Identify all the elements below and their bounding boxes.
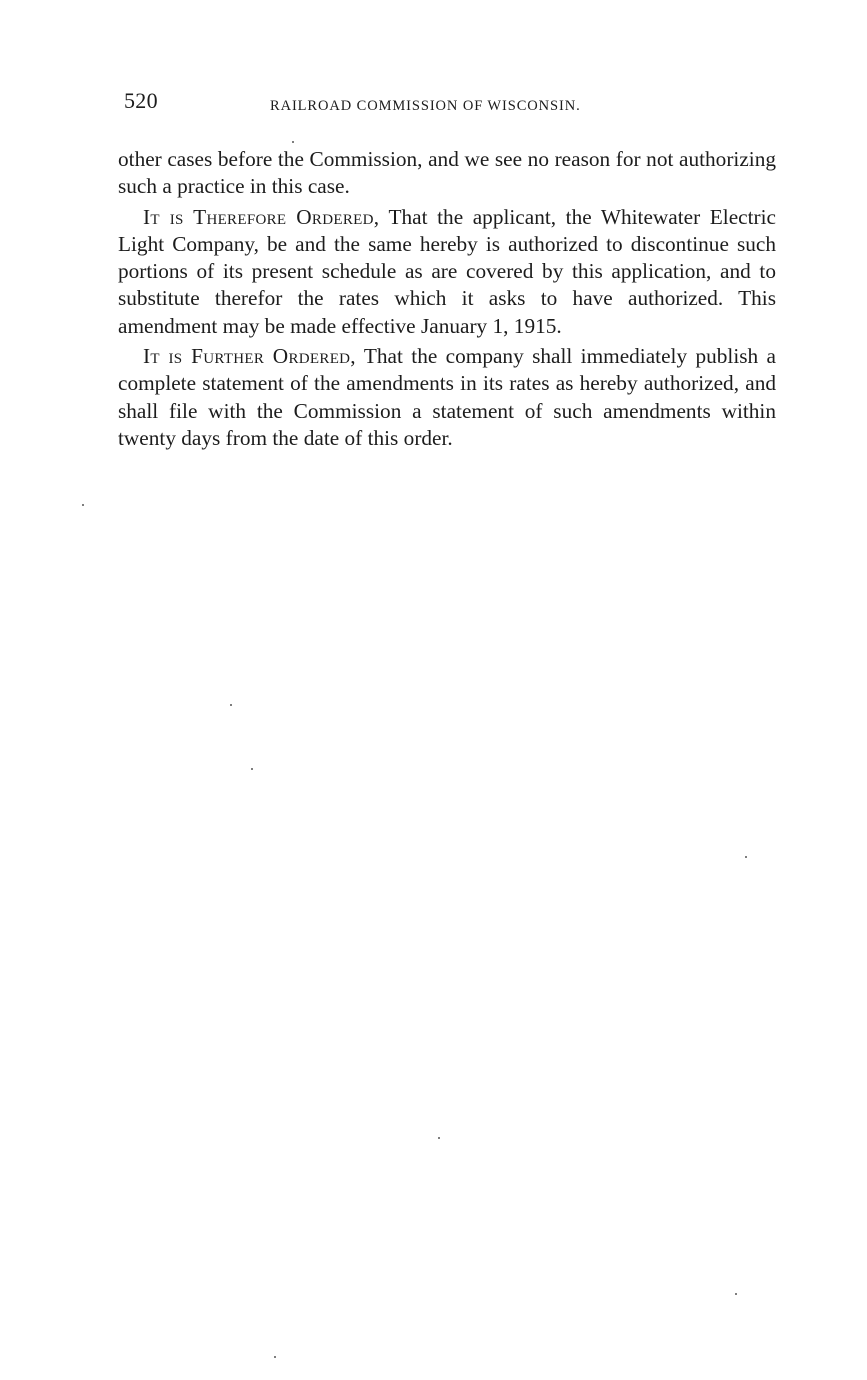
paragraph-therefore-ordered [118,204,776,340]
paragraph-lead: It is Therefore Ordered, [143,204,380,229]
scan-speck [251,768,253,770]
scan-speck [230,704,232,706]
scan-speck [438,1137,440,1139]
scan-speck [292,141,294,143]
scan-speck [82,504,84,506]
running-head: RAILROAD COMMISSION OF WISCONSIN. [270,98,581,114]
paragraph-continuation: other cases before the Commission, and we see no reason for not authorizing such a practice in this case. [118,147,776,199]
paragraph-text: That the applicant, the Whitewater Electric Light Company, be and the same hereby is authorized to discontinue such portions of its present schedule as are covered by this application, and to substitute therefor the rates which it asks to have authorized. This amendment may be made effective January 1, 1915. [118,204,776,338]
page-number: 520 [124,88,158,113]
scan-speck [745,856,747,858]
page-header [124,86,774,118]
scan-speck [735,1293,737,1295]
paragraph-lead: It is Further Ordered, [143,344,356,369]
scan-speck [274,1356,276,1358]
paragraph-further-ordered [118,343,776,452]
paragraph-text: That the company shall immediately publish a complete statement of the amendments in its rates as hereby authorized, and shall file with the Commission a statement of such amendments within twenty days from the date of this order. [118,344,777,450]
body-text [118,146,776,452]
